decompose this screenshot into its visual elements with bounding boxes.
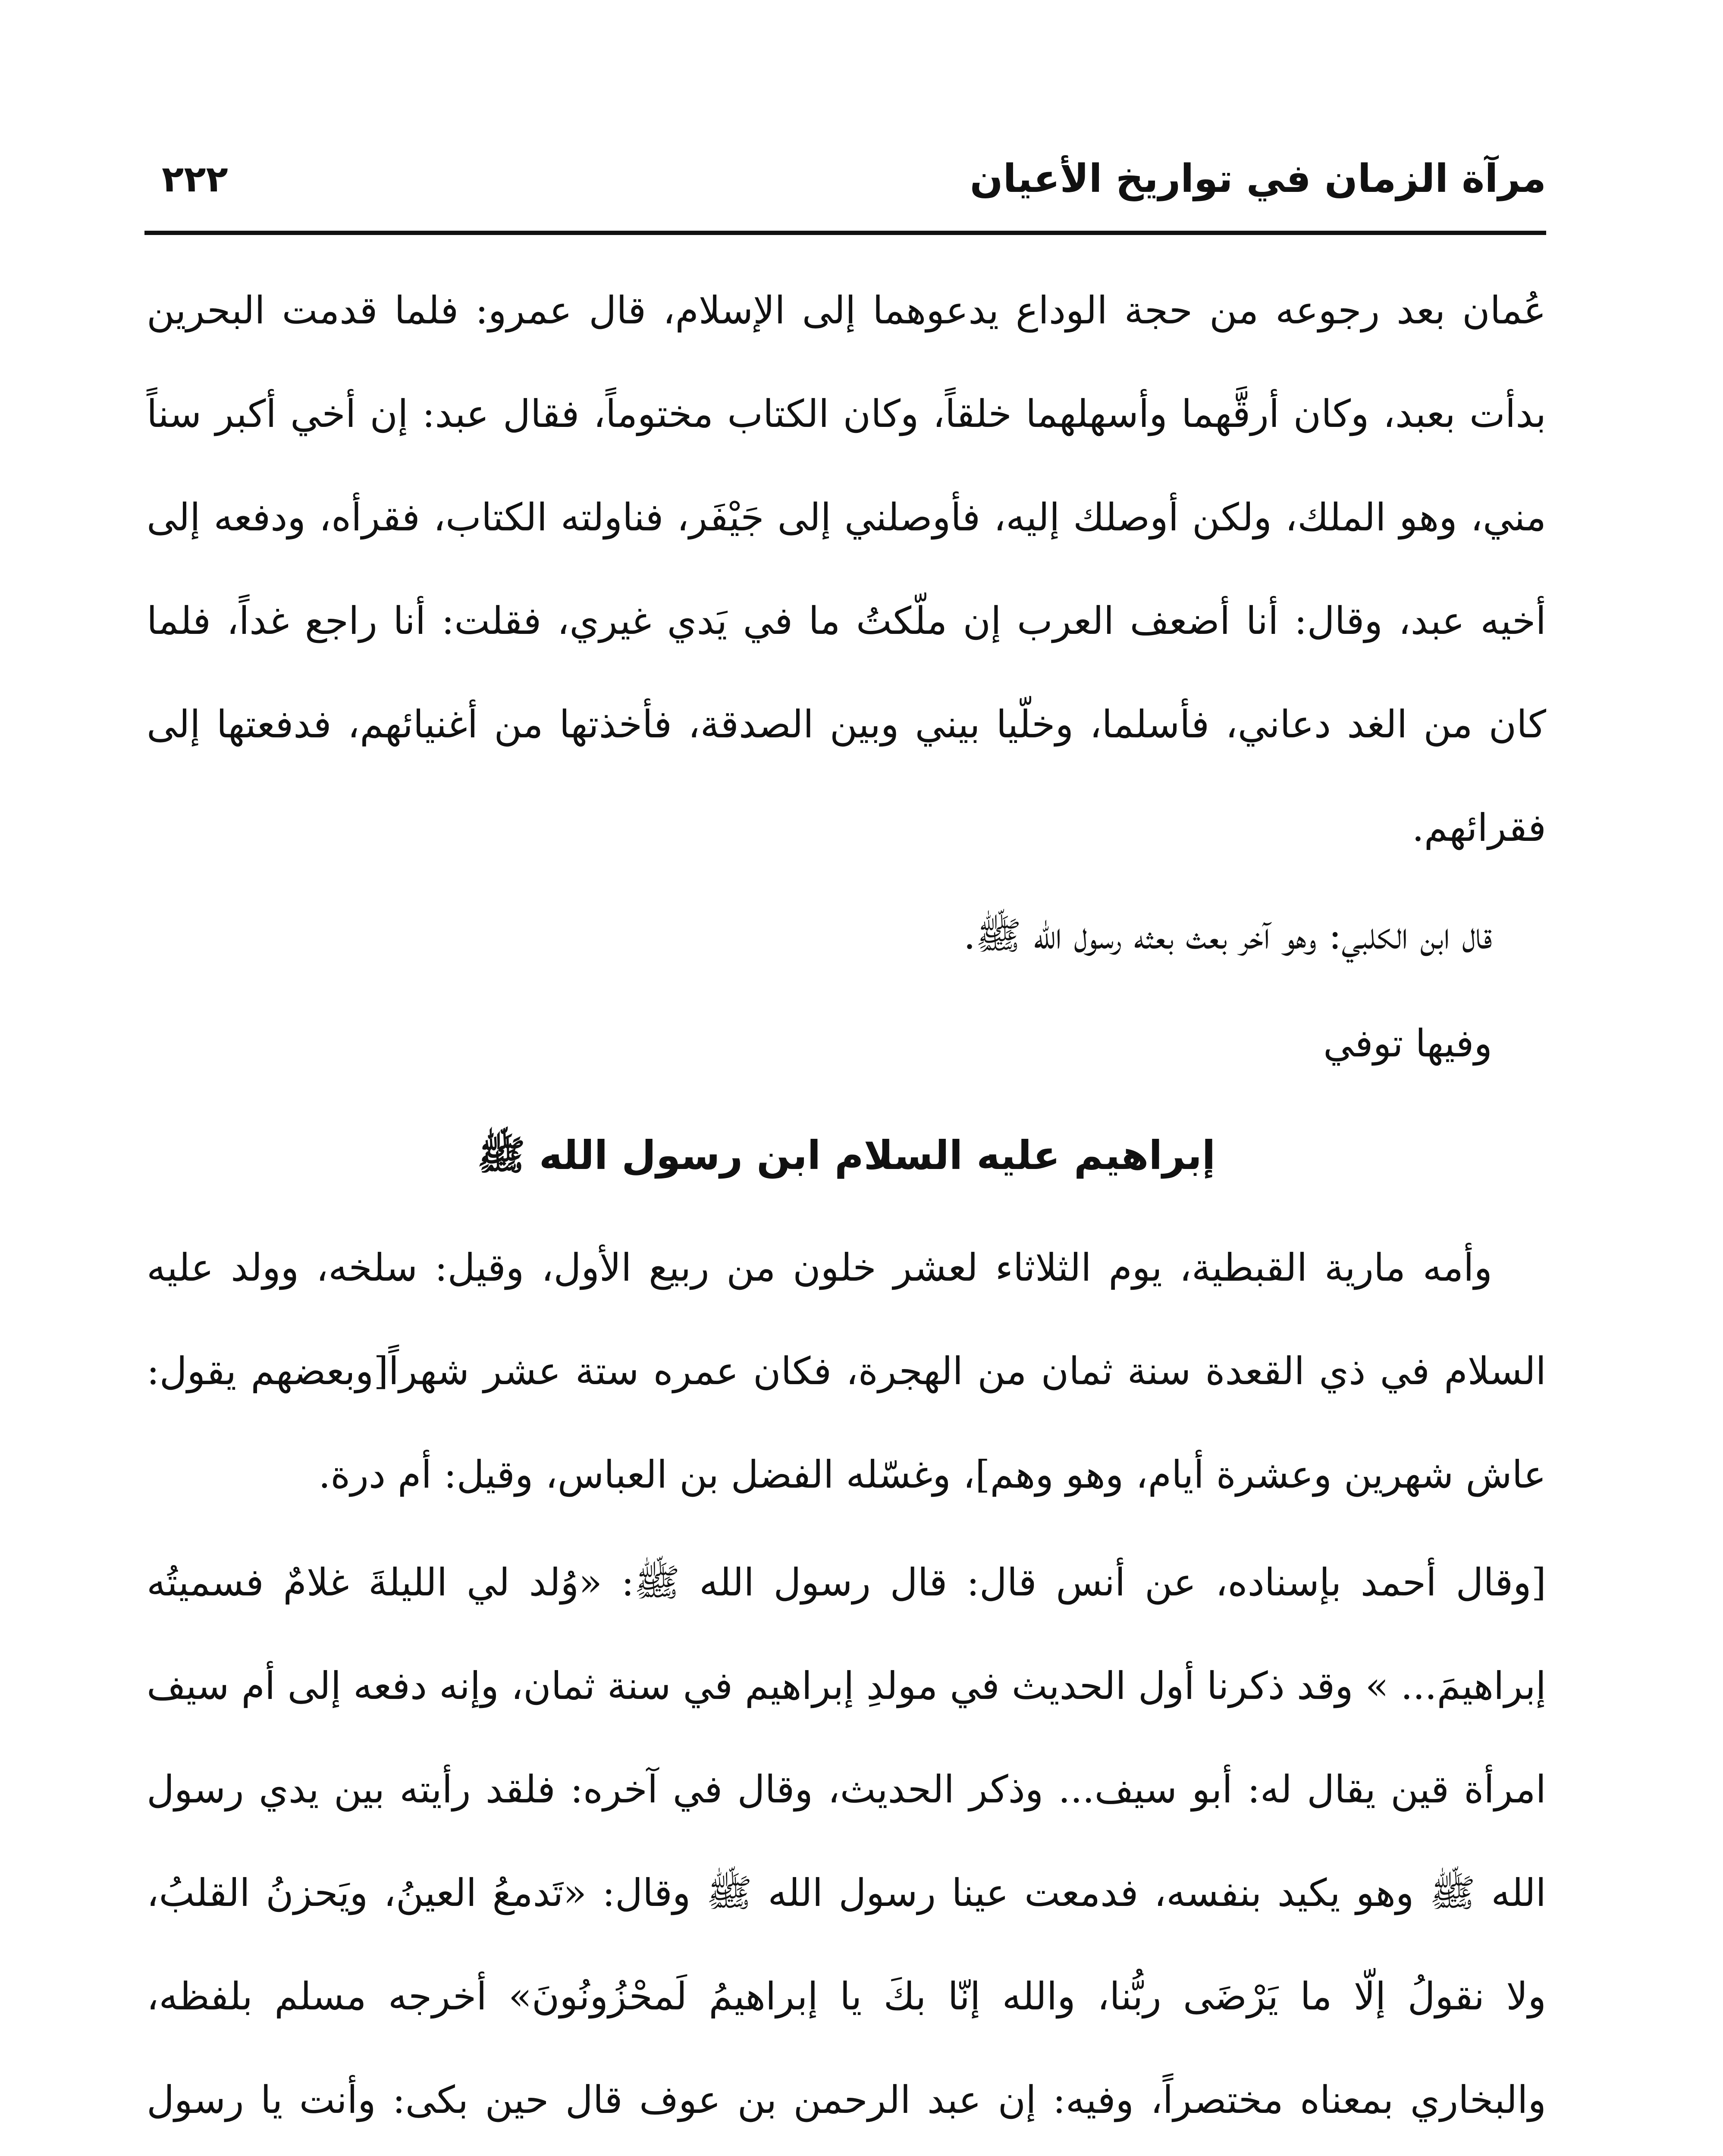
main-text — [147, 259, 1546, 2156]
page-number: ٢٢٢ — [162, 158, 228, 200]
running-title: مرآة الزمان في تواريخ الأعيان — [970, 156, 1546, 201]
paragraph-ibn-kalbi: قال ابن الكلبي: وهو آخر بعث بعثه رسول الله ﷺ. — [963, 913, 1492, 958]
running-header — [144, 151, 1546, 216]
paragraph-mother-maria: وأمه مارية القبطية، يوم الثلاثاء لعشر خلون من ربيع الأول، وقيل: سلخه، وولد عليه السلام في ذي القعدة سنة ثمان من الهجرة، فكان عمره ستة عشر شهراً[وبعضهم يقول: عاش شهرين وعشرة أيام، وهو وهم]، وغسّله الفضل بن العباس، وقيل: أم درة. — [147, 1245, 1547, 1497]
paragraph-oman-letter: عُمان بعد رجوعه من حجة الوداع يدعوهما إلى الإسلام، قال عمرو: فلما قدمت البحرين بدأت بعبد، وكان أرقَّهما وأسهلهما خلقاً، وكان الكتاب مختوماً، فقال عبد: إن أخي أكبر سناً مني، وهو الملك، ولكن أوصلك إليه، فأوصلني إلى جَيْفَر، فناولته الكتاب، فقرأه، ودفعه إلى أخيه عبد، وقال: أنا أضعف العرب إن ملّكتُ ما في يَدي غيري، فقلت: أنا راجع غداً، فلما كان من الغد دعاني، فأسلما، وخلّيا بيني وبين الصدقة، فأخذتها من أغنيائهم، فدفعتها إلى فقرائهم. — [147, 288, 1546, 850]
section-heading-ibrahim: إبراهيم عليه السلام ابن رسول الله ﷺ — [477, 1132, 1216, 1178]
paragraph-ahmad-anas: [وقال أحمد بإسناده، عن أنس قال: قال رسول الله ﷺ: «وُلد لي الليلةَ غلامٌ فسميتُه إبراهيمَ... » وقد ذكرنا أول الحديث في مولدِ إبراهيم في سنة ثمان، وإنه دفعه إلى أم سيف امرأة قين يقال له: أبو سيف... وذكر الحديث، وقال في آخره: فلقد رأيته بين يدي رسول الله ﷺ وهو يكيد بنفسه، فدمعت عينا رسول الله ﷺ وقال: «تَدمعُ العينُ، ويَحزنُ القلبُ، ولا نقولُ إلّا ما يَرْضَى ربُّنا، والله إنّا بكَ يا إبراهيمُ لَمحْزُونُونَ» أخرجه مسلم بلفظه، والبخاري بمعناه مختصراً، وفيه: إن عبد الرحمن بن عوف قال حين بكى: وأنت يا رسول — [147, 1560, 1547, 2122]
paragraph-wafiha: وفيها توفي — [1323, 1021, 1492, 1065]
header-rule — [144, 231, 1546, 235]
